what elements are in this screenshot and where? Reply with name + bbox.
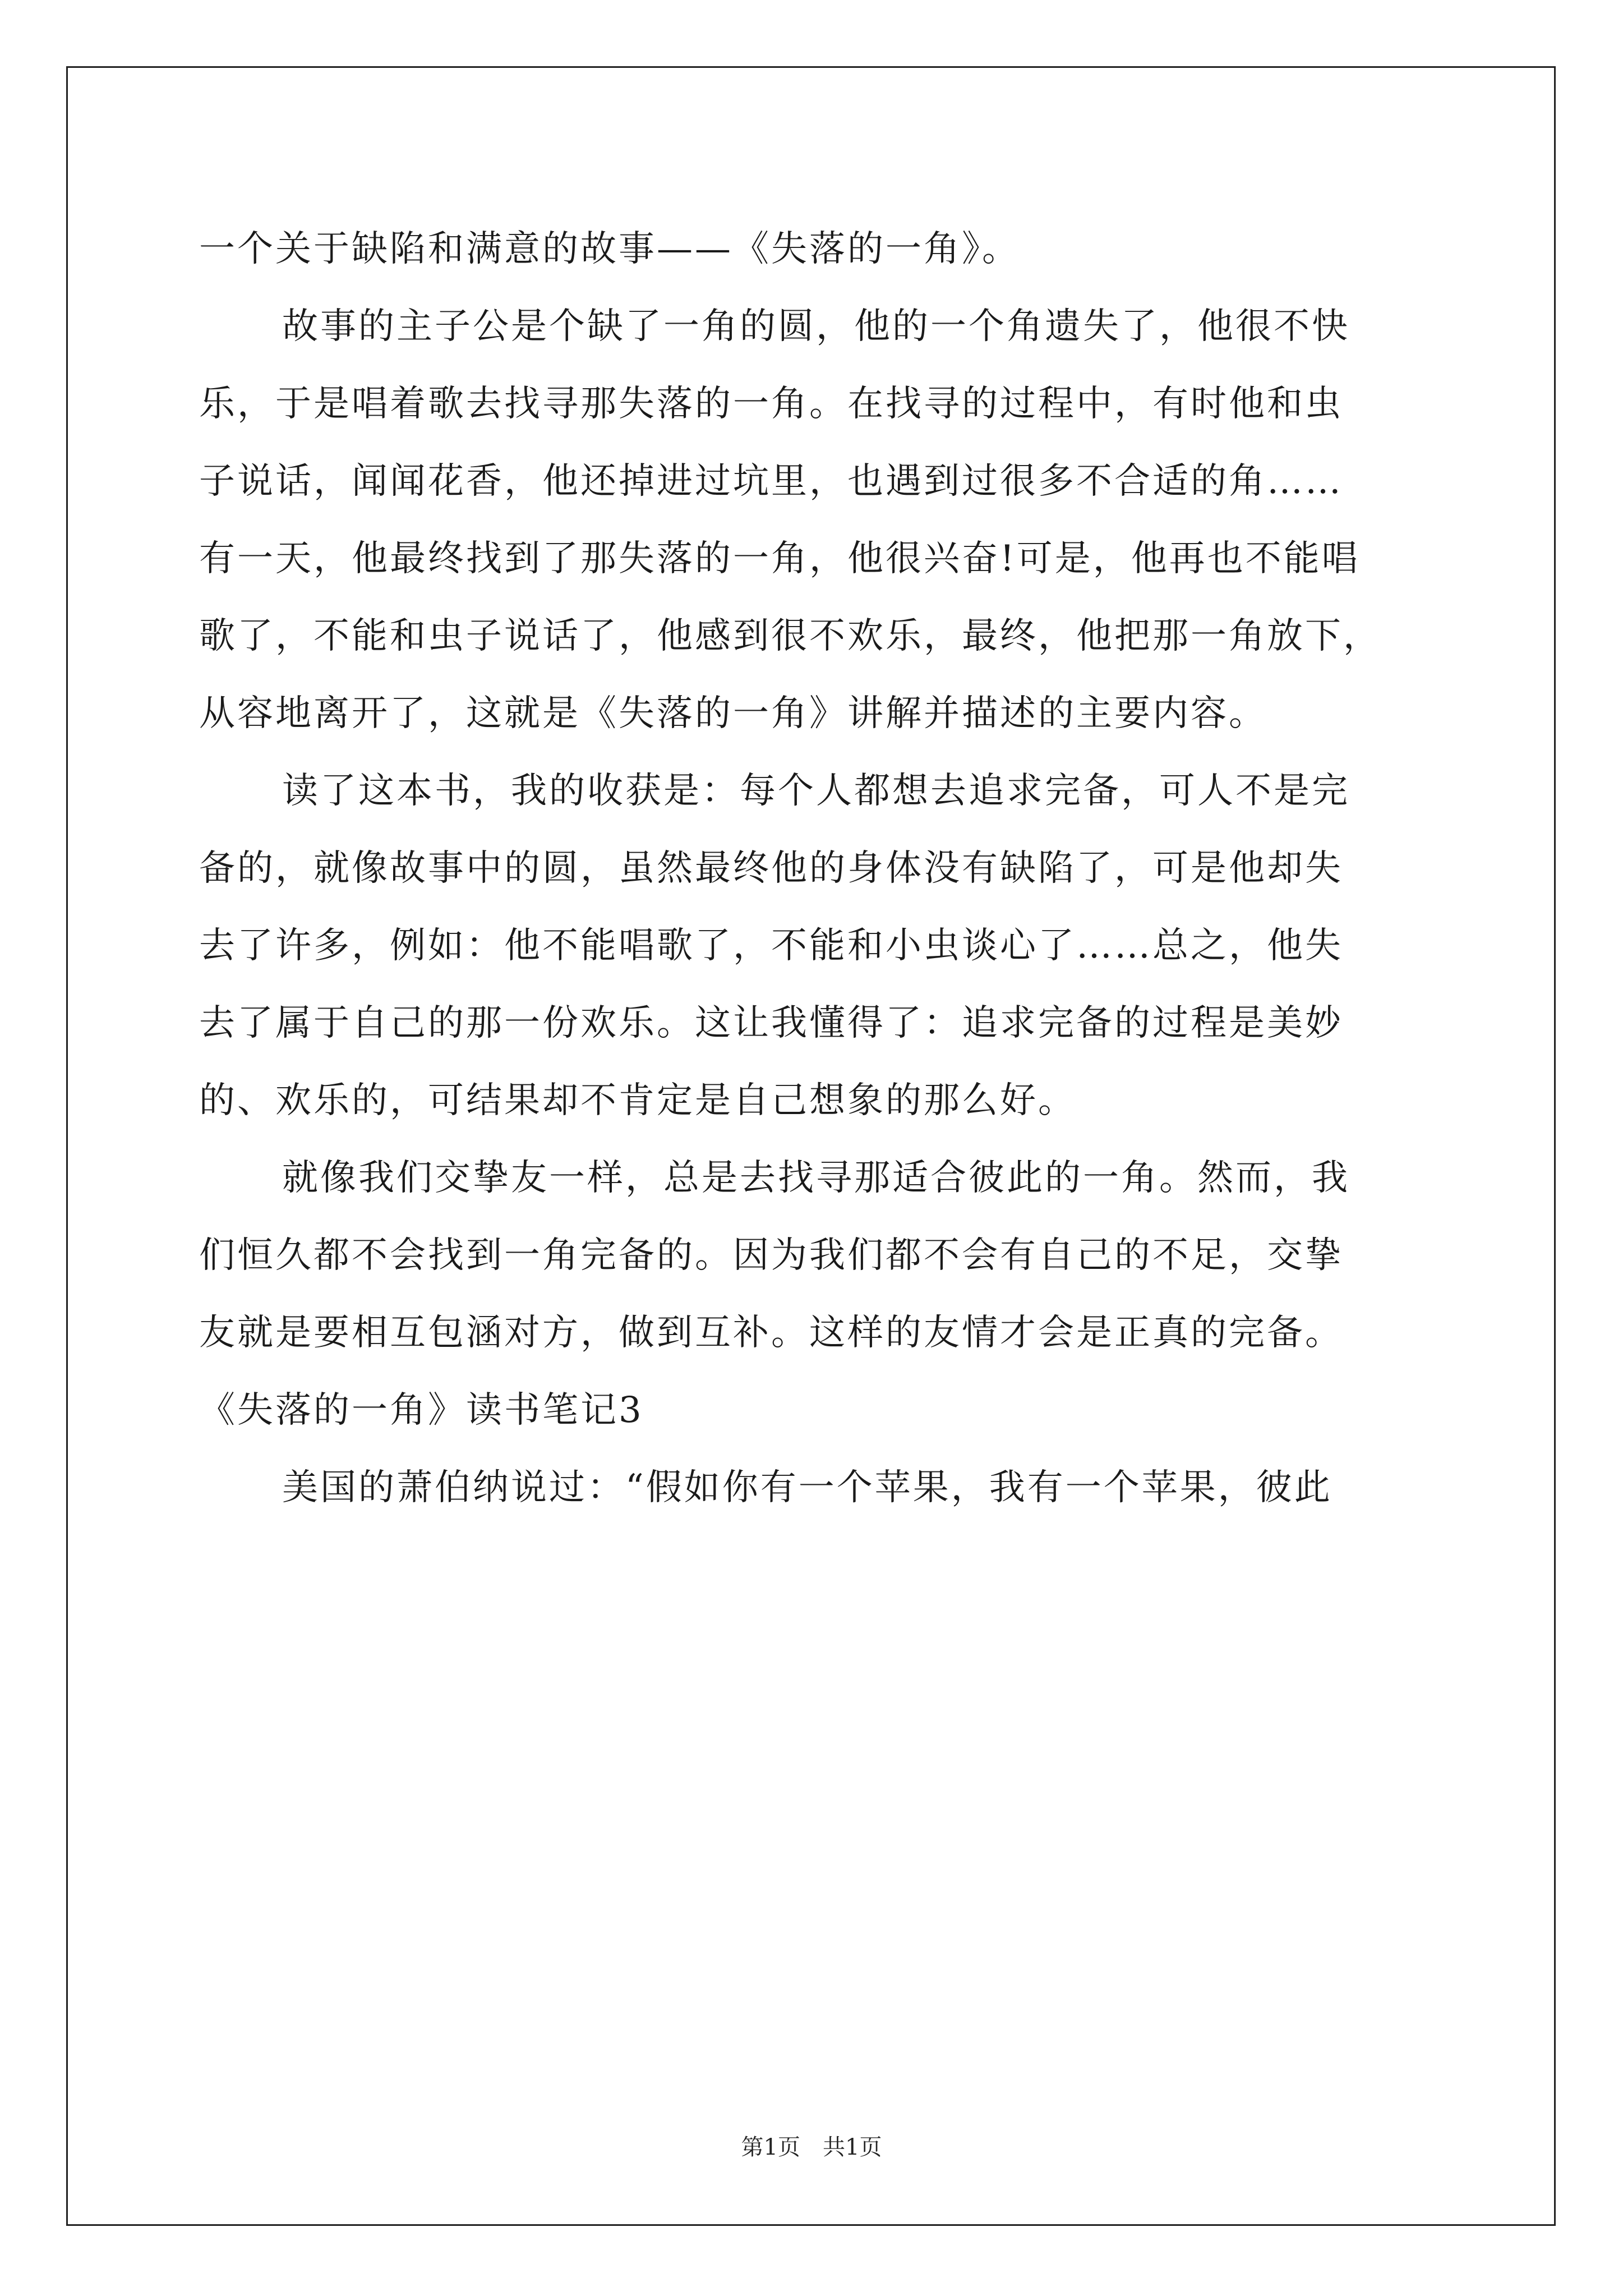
text-line-14: 们恒久都不会找到一角完备的。因为我们都不会有自己的不足，交挚 <box>199 1235 1343 1276</box>
text-line-9: 备的，就像故事中的圆，虽然最终他的身体没有缺陷了，可是他却失 <box>199 848 1343 889</box>
text-line-3: 乐，于是唱着歌去找寻那失落的一角。在找寻的过程中，有时他和虫 <box>199 383 1343 425</box>
text-line-10: 去了许多，例如：他不能唱歌了，不能和小虫谈心了……总之，他失 <box>199 925 1343 967</box>
text-line-7: 从容地离开了，这就是《失落的一角》讲解并描述的主要内容。 <box>199 693 1267 734</box>
text-line-8: 读了这本书，我的收获是：每个人都想去追求完备，可人不是完 <box>282 770 1350 812</box>
text-line-1: 一个关于缺陷和满意的故事——《失落的一角》。 <box>199 228 1020 270</box>
text-line-4: 子说话，闻闻花香，他还掉进过坑里，也遇到过很多不合适的角…… <box>199 461 1343 502</box>
text-line-2: 故事的主子公是个缺了一角的圆，他的一个角遗失了，他很不快 <box>282 306 1350 347</box>
text-line-12: 的、欢乐的，可结果却不肯定是自己想象的那么好。 <box>199 1080 1076 1121</box>
text-line-17: 美国的萧伯纳说过：“假如你有一个苹果，我有一个苹果，彼此 <box>282 1467 1332 1508</box>
text-line-6: 歌了，不能和虫子说话了，他感到很不欢乐，最终，他把那一角放下， <box>199 615 1381 657</box>
document-body <box>199 210 1433 1526</box>
text-line-11: 去了属于自己的那一份欢乐。这让我懂得了：追求完备的过程是美妙 <box>199 1002 1343 1044</box>
text-line-15: 友就是要相互包涵对方，做到互补。这样的友情才会是正真的完备。 <box>199 1312 1343 1354</box>
page-number-footer: 第1页 共1页 <box>741 2134 882 2160</box>
text-line-5: 有一天，他最终找到了那失落的一角，他很兴奋!可是，他再也不能唱 <box>199 538 1360 579</box>
text-line-13: 就像我们交挚友一样，总是去找寻那适合彼此的一角。然而，我 <box>282 1157 1350 1199</box>
section-heading: 《失落的一角》读书笔记3 <box>199 1389 644 1431</box>
